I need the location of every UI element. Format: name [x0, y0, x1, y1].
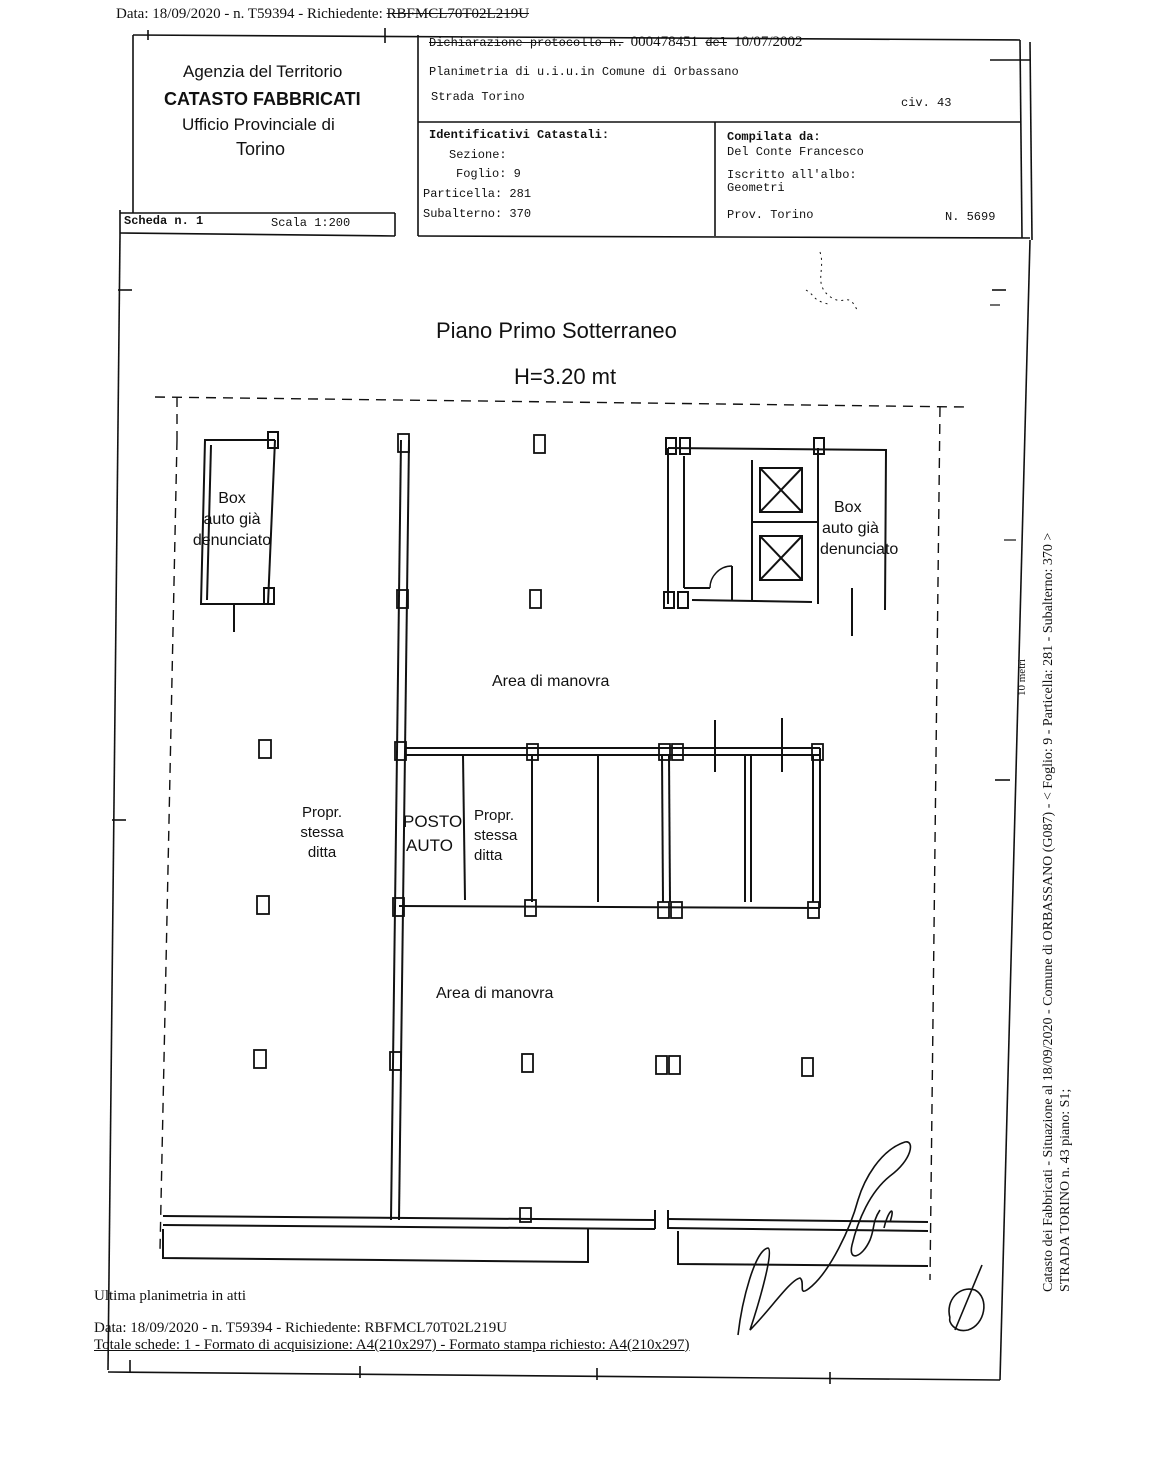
sheet-number: Scheda n. 1: [124, 214, 204, 228]
declaration-number: 000478451: [630, 34, 699, 50]
box-left-label: [184, 488, 280, 551]
box-right-line-3: denunciato: [820, 541, 899, 558]
owner-mid-label: [474, 806, 517, 866]
owner-left-line-1: Propr.: [301, 804, 343, 821]
box-left-line-3: denunciato: [192, 532, 272, 549]
office-name: CATASTO FABBRICATI: [164, 89, 361, 109]
compiler-registered: Iscritto all'albo:: [727, 168, 857, 182]
owner-left-line-3: ditta: [307, 844, 337, 861]
request-text: Data: 18/09/2020 - n. T59394 - Richiedente:: [116, 6, 387, 22]
plan-title: Piano Primo Sotterraneo: [436, 318, 677, 343]
identifier-subalterno: Subalterno: 370: [423, 207, 532, 221]
margin-marks: [990, 305, 1016, 540]
box-right-label: [820, 497, 898, 560]
owner-left-label: [295, 803, 349, 863]
street-line: Strada Torino: [431, 90, 525, 104]
side-note-line-1: Catasto dei Fabbricati - Situazione al 18/09/2020 - Comune di ORBASSANO (G087) - < Foglio: 9 - Particella: 281 - Subalterno: 370 >: [1041, 532, 1056, 1292]
requester-code: RBFMCL70T02L219U: [386, 6, 530, 22]
planimetry-line: Planimetria di u.i.u.in Comune di Orbassano: [429, 65, 739, 79]
box-right-line-2: auto già: [822, 520, 879, 537]
identifier-particella: Particella: 281: [423, 187, 532, 201]
declaration-date: 10/07/2002: [734, 34, 803, 50]
declaration-label: Dichiarazione protocollo n.: [429, 36, 624, 50]
plan-height: H=3.20 mt: [514, 364, 617, 389]
signature: [738, 1142, 984, 1335]
posto-auto-line-1: POSTO: [403, 812, 463, 831]
owner-left-line-2: stessa: [300, 824, 344, 841]
footer-format-line: Totale schede: 1 - Formato di acquisizione: A4(210x297) - Formato stampa richiesto: A4(210x297): [94, 1337, 690, 1353]
identifiers-title: Identificativi Catastali:: [429, 128, 610, 142]
owner-mid-line-2: stessa: [474, 827, 518, 844]
top-request-line: [116, 6, 529, 23]
compiler-number: N. 5699: [945, 210, 996, 224]
maneuver-area-top: Area di manovra: [492, 673, 610, 690]
owner-mid-line-3: ditta: [474, 847, 503, 864]
civic-number: civ. 43: [901, 96, 952, 110]
agency-name: Agenzia del Territorio: [183, 62, 343, 81]
identifier-foglio: Foglio: 9: [456, 167, 521, 181]
box-right-line-1: Box: [834, 499, 862, 516]
maneuver-area-bottom: Area di manovra: [436, 985, 554, 1002]
provincial-office: Ufficio Provinciale di: [182, 115, 335, 134]
compiler-profession: Geometri: [727, 181, 785, 195]
box-left-line-2: auto già: [203, 511, 261, 528]
box-left-line-1: Box: [218, 490, 246, 507]
compiler-province: Prov. Torino: [727, 208, 814, 222]
side-note: [1040, 533, 1074, 1292]
posto-auto-line-2: AUTO: [406, 836, 453, 855]
declaration-line: [429, 34, 803, 51]
identifier-sezione: Sezione:: [449, 148, 507, 162]
side-note-line-2: STRADA TORINO n. 43 piano: S1;: [1058, 1088, 1073, 1292]
owner-mid-line-1: Propr.: [474, 807, 515, 824]
handwritten-mark: 10 metri: [1016, 659, 1028, 696]
compiler-title: Compilata da:: [727, 130, 821, 144]
footer-data-line: Data: 18/09/2020 - n. T59394 - Richiedente: RBFMCL70T02L219U: [94, 1320, 508, 1336]
compiler-name: Del Conte Francesco: [727, 145, 864, 159]
office-city: Torino: [236, 139, 286, 159]
posto-auto-label: [403, 810, 462, 858]
scan-speckle: [806, 252, 858, 312]
footer-last-plan: Ultima planimetria in atti: [94, 1288, 247, 1304]
sheet-scale: Scala 1:200: [271, 216, 351, 230]
declaration-date-label: del: [705, 36, 727, 50]
